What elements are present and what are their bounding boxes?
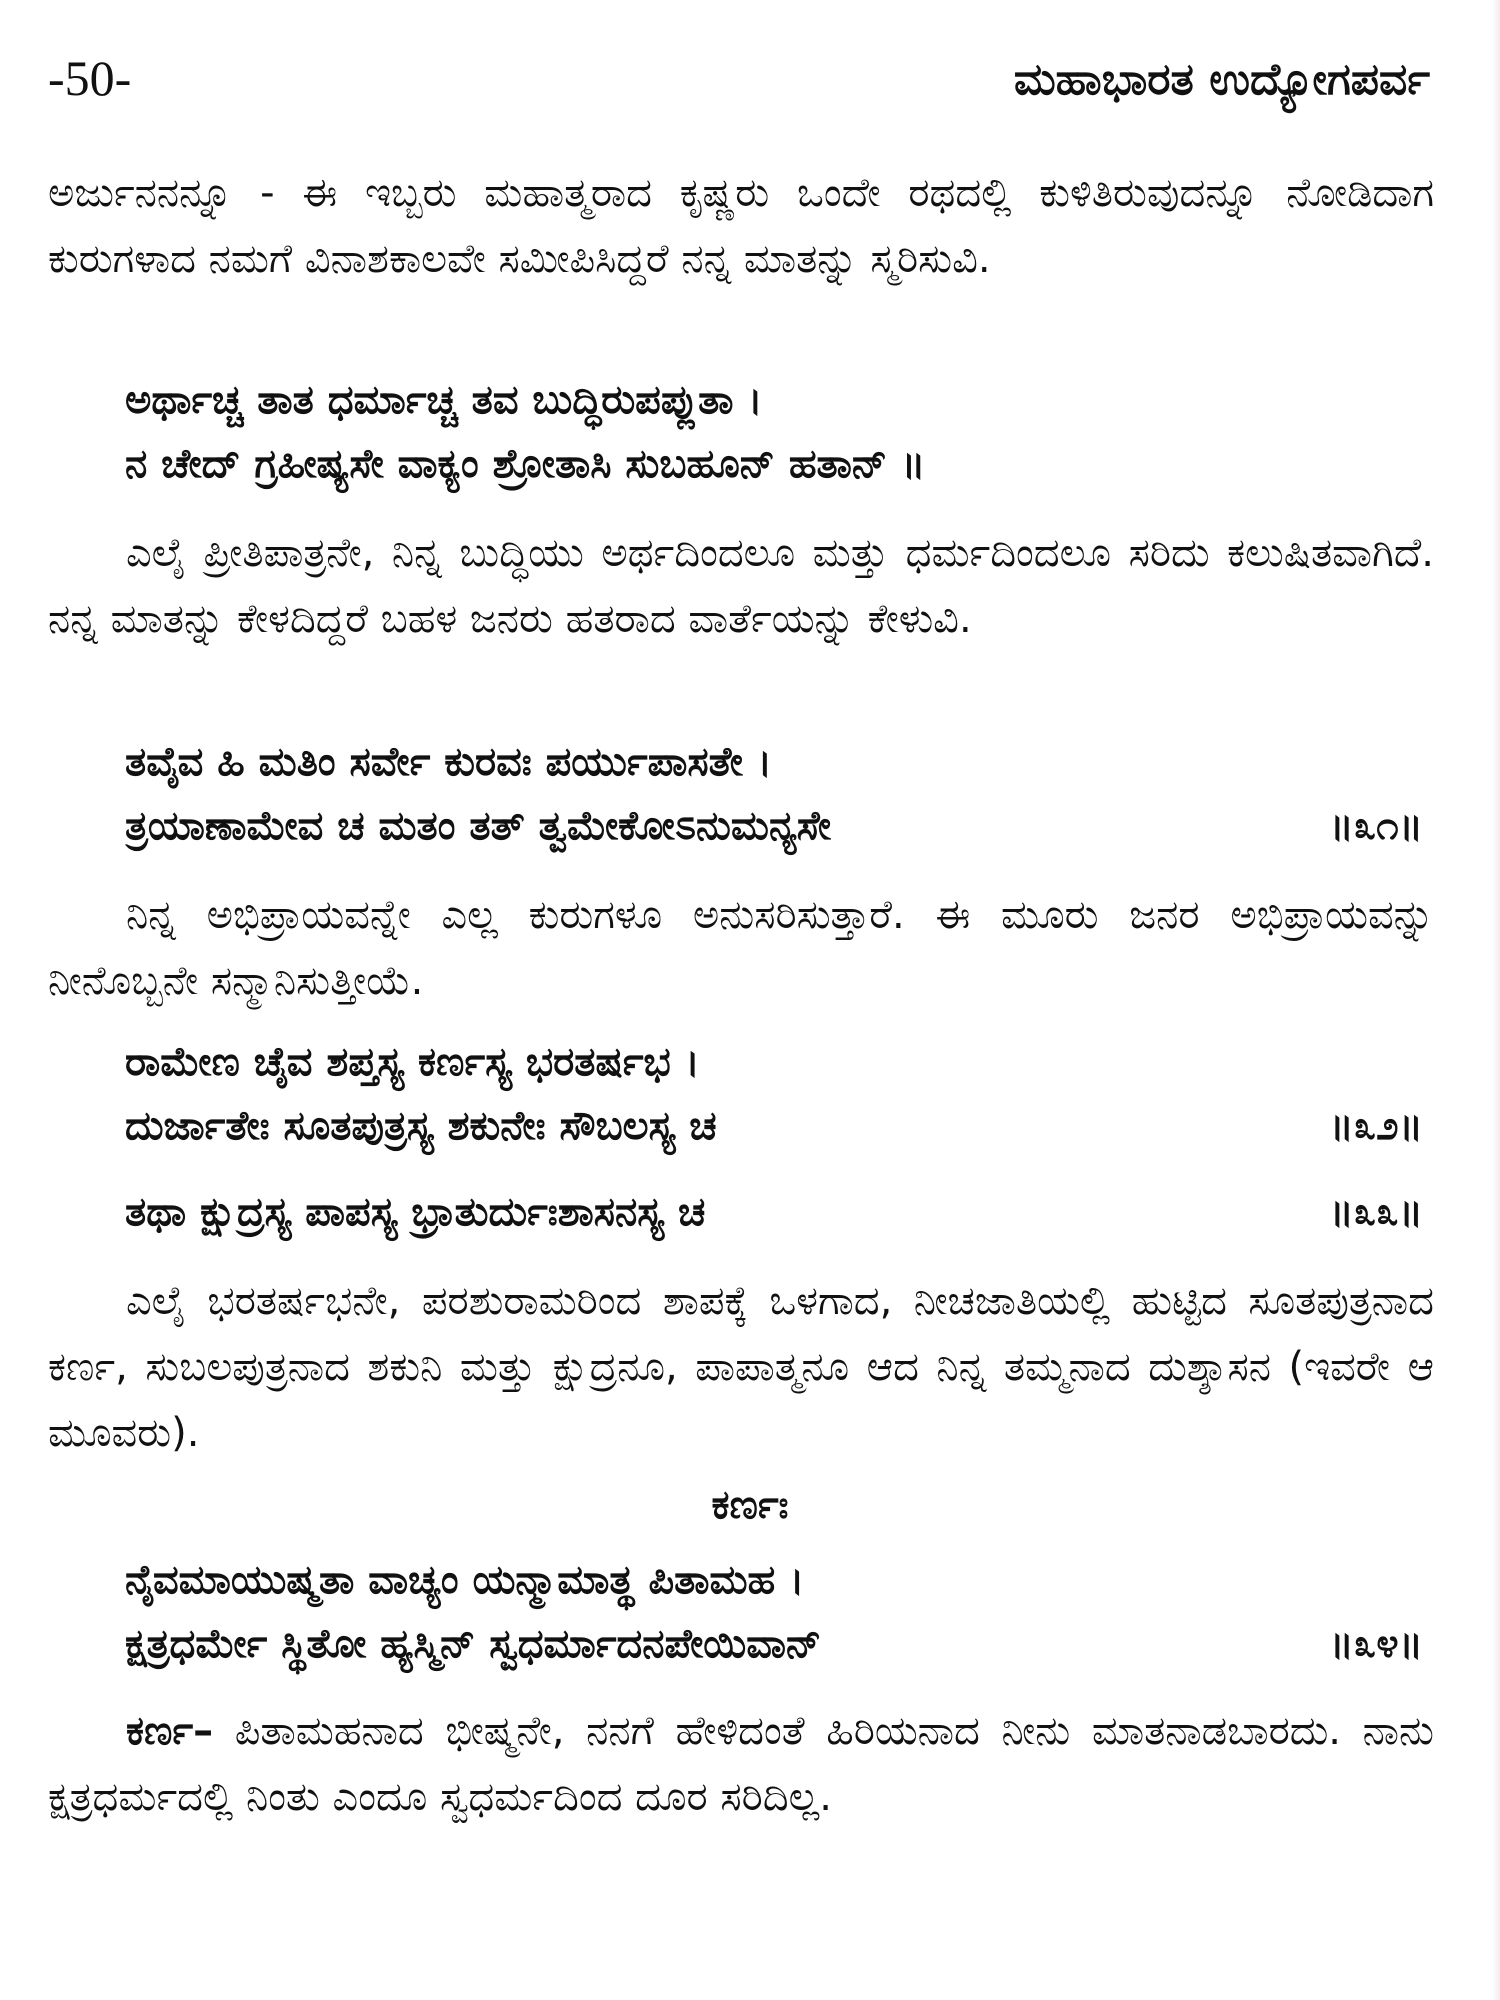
paragraph-4-block: [48, 1268, 1434, 1466]
verse-4-number: ॥೩೩॥: [1329, 1189, 1423, 1235]
speaker-label: ಕರ್ಣ–: [126, 1708, 214, 1754]
verse-2-number: ॥೩೧॥: [1329, 803, 1423, 849]
verse-3: [125, 1030, 1435, 1158]
verse-5-line-2-text: ಕ್ಷತ್ರಧರ್ಮೇ ಸ್ಥಿತೋ ಹ್ಯಸ್ಮಿನ್ ಸ್ವಧರ್ಮಾದನಪೇಯಿವಾನ್: [125, 1621, 822, 1667]
page-number: -50-: [48, 50, 132, 106]
paragraph-4: ಎಲೈ ಭರತರ್ಷಭನೇ, ಪರಶುರಾಮರಿಂದ ಶಾಪಕ್ಕೆ ಒಳಗಾದ, ನೀಚಜಾತಿಯಲ್ಲಿ ಹುಟ್ಟಿದ ಸೂತಪುತ್ರನಾದ ಕರ್ಣ, ಸುಬಲಪುತ್ರನಾದ ಶಕುನಿ ಮತ್ತು ಕ್ಷುದ್ರನೂ, ಪಾಪಾತ್ಮನೂ ಆದ ನಿನ್ನ ತಮ್ಮನಾದ ದುಶ್ಶಾಸನ (ಇವರೇ ಆ ಮೂವರು).: [48, 1278, 1434, 1456]
paragraph-5-text: ಪಿತಾಮಹನಾದ ಭೀಷ್ಮನೇ, ನನಗೆ ಹೇಳಿದಂತೆ ಹಿರಿಯನಾದ ನೀನು ಮಾತನಾಡಬಾರದು. ನಾನು ಕ್ಷತ್ರಧರ್ಮದಲ್ಲಿ ನಿಂತು ಎಂದೂ ಸ್ವಧರ್ಮದಿಂದ ದೂರ ಸರಿದಿಲ್ಲ.: [48, 1708, 1434, 1820]
verse-2-line-2-text: ತ್ರಯಾಣಾಮೇವ ಚ ಮತಂ ತತ್ ತ್ವಮೇಕೋಽನುಮನ್ಯಸೇ: [125, 803, 832, 849]
paragraph-2: ಎಲೈ ಪ್ರೀತಿಪಾತ್ರನೇ, ನಿನ್ನ ಬುದ್ಧಿಯು ಅರ್ಥದಿಂದಲೂ ಮತ್ತು ಧರ್ಮದಿಂದಲೂ ಸರಿದು ಕಲುಷಿತವಾಗಿದೆ. ನನ್ನ ಮಾತನ್ನು ಕೇಳದಿದ್ದರೆ ಬಹಳ ಜನರು ಹತರಾದ ವಾರ್ತೆಯನ್ನು ಕೇಳುವಿ.: [48, 530, 1434, 642]
paragraph-3: ನಿನ್ನ ಅಭಿಪ್ರಾಯವನ್ನೇ ಎಲ್ಲ ಕುರುಗಳೂ ಅನುಸರಿಸುತ್ತಾರೆ. ಈ ಮೂರು ಜನರ ಅಭಿಪ್ರಾಯವನ್ನು ನೀನೊಬ್ಬನೇ ಸನ್ಮಾನಿಸುತ್ತೀಯೆ.: [48, 892, 1434, 1004]
verse-2: [125, 730, 1435, 858]
paragraph-3-block: [48, 882, 1434, 1014]
paragraph-2-block: [48, 520, 1434, 652]
verse-1-line-1: [125, 368, 1435, 432]
verse-5-line-1-text: ನೈವಮಾಯುಷ್ಮತಾ ವಾಚ್ಯಂ ಯನ್ಮಾಮಾತ್ಥ ಪಿತಾಮಹ ।: [125, 1557, 805, 1603]
verse-3-number: ॥೩೨॥: [1329, 1103, 1423, 1149]
verse-3-line-2: [125, 1094, 1435, 1158]
verse-1-line-2: [125, 432, 1435, 496]
verse-2-line-2: [125, 794, 1435, 858]
verse-5: [125, 1548, 1435, 1676]
verse-3-line-1-text: ರಾಮೇಣ ಚೈವ ಶಪ್ತಸ್ಯ ಕರ್ಣಸ್ಯ ಭರತರ್ಷಭ ।: [125, 1039, 700, 1085]
paragraph-5-block: [48, 1698, 1434, 1830]
verse-3-line-1: [125, 1030, 1435, 1094]
verse-5-number: ॥೩೪॥: [1329, 1621, 1423, 1667]
verse-2-line-1: [125, 730, 1435, 794]
verse-4-line-1: [125, 1180, 1435, 1244]
verse-4: [125, 1180, 1435, 1244]
verse-1-line-1-text: ಅರ್ಥಾಚ್ಚ ತಾತ ಧರ್ಮಾಚ್ಚ ತವ ಬುದ್ಧಿರುಪಪ್ಲುತಾ ।: [125, 377, 763, 423]
page-edge-shadow: [1492, 0, 1500, 2000]
verse-4-line-1-text: ತಥಾ ಕ್ಷುದ್ರಸ್ಯ ಪಾಪಸ್ಯ ಭ್ರಾತುರ್ದುಃಶಾಸನಸ್ಯ ಚ: [125, 1189, 706, 1235]
running-title: ಮಹಾಭಾರತ ಉದ್ಯೋಗಪರ್ವ: [1013, 54, 1430, 105]
speaker-heading: ಕರ್ಣಃ: [711, 1482, 789, 1528]
paragraph-5: [48, 1698, 1434, 1830]
verse-5-line-2: [125, 1612, 1435, 1676]
verse-2-line-1-text: ತವೈವ ಹಿ ಮತಿಂ ಸರ್ವೇ ಕುರವಃ ಪರ್ಯುಪಾಸತೇ ।: [125, 739, 773, 785]
paragraph-1-block: [48, 160, 1434, 292]
verse-5-line-1: [125, 1548, 1435, 1612]
verse-1-line-2-text: ನ ಚೇದ್ ಗ್ರಹೀಷ್ಯಸೇ ವಾಕ್ಯಂ ಶ್ರೋತಾಸಿ ಸುಬಹೂನ್ ಹತಾನ್ ॥: [125, 441, 926, 487]
verse-3-line-2-text: ದುರ್ಜಾತೇಃ ಸೂತಪುತ್ರಸ್ಯ ಶಕುನೇಃ ಸೌಬಲಸ್ಯ ಚ: [125, 1103, 717, 1149]
verse-1: [125, 368, 1435, 496]
paragraph-1: ಅರ್ಜುನನನ್ನೂ - ಈ ಇಬ್ಬರು ಮಹಾತ್ಮರಾದ ಕೃಷ್ಣರು ಒಂದೇ ರಥದಲ್ಲಿ ಕುಳಿತಿರುವುದನ್ನೂ ನೋಡಿದಾಗ ಕುರುಗಳಾದ ನಮಗೆ ವಿನಾಶಕಾಲವೇ ಸಮೀಪಿಸಿದ್ದರೆ ನನ್ನ ಮಾತನ್ನು ಸ್ಮರಿಸುವಿ.: [48, 170, 1434, 282]
